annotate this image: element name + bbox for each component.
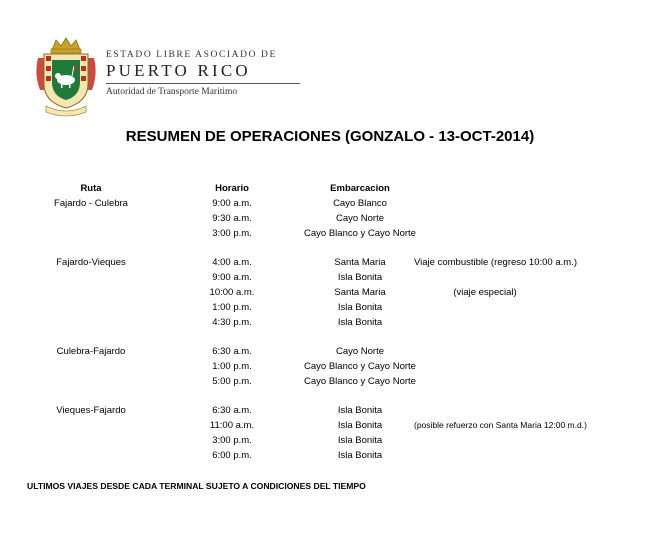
cell-embarcacion: Isla Bonita (337, 450, 383, 461)
header-ruta: Ruta (80, 183, 102, 194)
cell-horario: 3:00 p.m. (212, 228, 252, 239)
cell-horario: 1:00 p.m. (212, 361, 252, 372)
cell-horario: 4:00 a.m. (212, 257, 252, 268)
cell-embarcacion: Isla Bonita (337, 302, 383, 313)
cell-ruta: Fajardo-Vieques (56, 257, 126, 268)
letterhead (32, 36, 292, 118)
cell-embarcacion: Cayo Blanco y Cayo Norte (304, 361, 416, 372)
table-row (0, 211, 660, 226)
cell-horario: 3:00 p.m. (212, 435, 252, 446)
table-header-row (0, 181, 660, 196)
cell-horario: 4:30 p.m. (212, 317, 252, 328)
cell-embarcacion: Isla Bonita (337, 405, 383, 416)
table-row (0, 285, 660, 300)
table-row (0, 315, 660, 330)
agency-name-block (106, 50, 300, 97)
table-row (0, 255, 660, 270)
cell-ruta: Vieques-Fajardo (56, 405, 126, 416)
cell-embarcacion: Cayo Norte (335, 213, 385, 224)
page-title: RESUMEN DE OPERACIONES (GONZALO - 13-OCT-2014) (125, 128, 535, 145)
table-row (0, 270, 660, 285)
cell-horario: 9:30 a.m. (212, 213, 252, 224)
cell-horario: 9:00 a.m. (212, 272, 252, 283)
header-embarcacion: Embarcacion (330, 183, 390, 194)
puerto-rico-coat-of-arms-icon (32, 36, 100, 118)
cell-horario: 6:30 a.m. (212, 346, 252, 357)
cell-horario: 9:00 a.m. (212, 198, 252, 209)
cell-embarcacion: Cayo Blanco (333, 198, 387, 209)
header-horario: Horario (215, 183, 249, 194)
cell-embarcacion: Cayo Norte (335, 346, 385, 357)
cell-horario: 10:00 a.m. (209, 287, 255, 298)
cell-embarcacion: Cayo Blanco y Cayo Norte (304, 376, 416, 387)
table-row (0, 448, 660, 463)
table-row (0, 374, 660, 389)
table-row (0, 226, 660, 241)
cell-horario: 6:30 a.m. (212, 405, 252, 416)
operations-table (0, 181, 660, 463)
cell-embarcacion: Isla Bonita (337, 317, 383, 328)
letterhead-divider (106, 83, 300, 84)
cell-embarcacion: Cayo Blanco y Cayo Norte (304, 228, 416, 239)
cell-embarcacion: Isla Bonita (337, 272, 383, 283)
table-row (0, 403, 660, 418)
cell-nota: (viaje especial) (453, 287, 517, 298)
footer-notice: ULTIMOS VIAJES DESDE CADA TERMINAL SUJETO A CONDICIONES DEL TIEMPO (27, 481, 366, 491)
cell-horario: 1:00 p.m. (212, 302, 252, 313)
table-row (0, 359, 660, 374)
table-row (0, 344, 660, 359)
table-row (0, 196, 660, 211)
table-row (0, 418, 660, 433)
cell-ruta: Culebra-Fajardo (56, 346, 126, 357)
cell-embarcacion: Isla Bonita (337, 420, 383, 431)
cell-horario: 6:00 p.m. (212, 450, 252, 461)
agency-line-1: ESTADO LIBRE ASOCIADO DE (106, 50, 277, 60)
table-row (0, 433, 660, 448)
cell-horario: 11:00 a.m. (209, 420, 255, 431)
cell-ruta: Fajardo - Culebra (54, 198, 128, 209)
cell-embarcacion: Isla Bonita (337, 435, 383, 446)
agency-line-2: PUERTO RICO (106, 61, 251, 80)
cell-embarcacion: Santa Maria (334, 287, 386, 298)
cell-embarcacion: Santa Maria (334, 257, 386, 268)
cell-nota: (posible refuerzo con Santa Maria 12:00 m.d.) (414, 420, 587, 430)
cell-horario: 5:00 p.m. (212, 376, 252, 387)
table-row (0, 300, 660, 315)
agency-line-3: Autoridad de Transporte Maritimo (106, 87, 238, 97)
cell-nota: Viaje combustible (regreso 10:00 a.m.) (414, 257, 577, 268)
